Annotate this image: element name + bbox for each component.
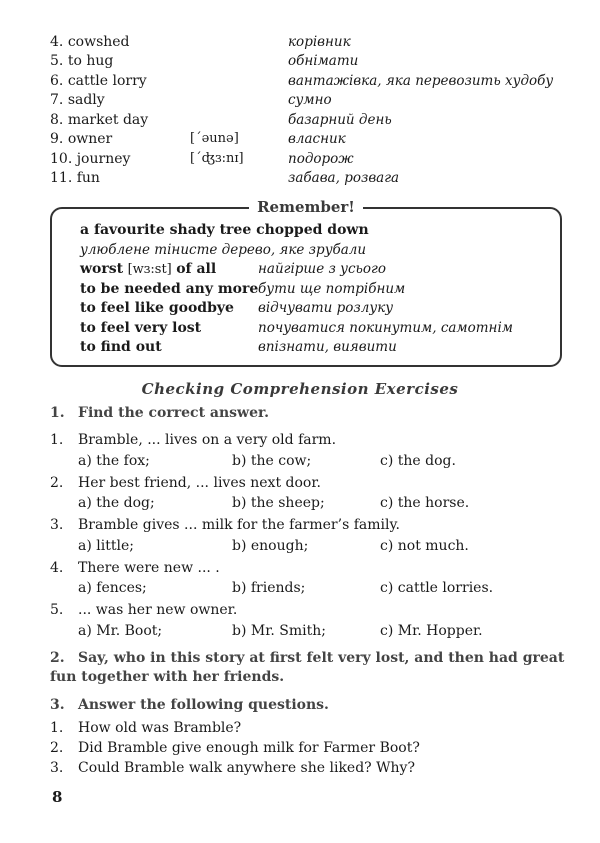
answer-options: [78, 623, 578, 641]
answer-options: [78, 495, 578, 513]
option-c: c) cattle lorries.: [380, 580, 494, 596]
option-a: a) the dog;: [78, 495, 155, 511]
vocab-transcription: [ˊʤɜ:nɪ]: [190, 151, 244, 166]
option-b: b) friends;: [232, 580, 306, 596]
answer-options: [78, 538, 578, 556]
option-b: b) the sheep;: [232, 495, 325, 511]
option-a: a) the fox;: [78, 453, 150, 469]
vocab-english: owner: [67, 131, 113, 147]
vocab-ukrainian: подорож: [288, 151, 354, 167]
vocab-item: [0, 151, 600, 171]
vocab-item: [0, 92, 600, 112]
vocab-item: [0, 112, 600, 132]
remember-phrase-english: worst [wɜ:st] of all: [80, 261, 217, 277]
remember-phrase-ukrainian: впізнати, виявити: [258, 339, 397, 355]
vocab-ukrainian: базарний день: [288, 112, 392, 128]
option-a: a) fences;: [78, 580, 147, 596]
question: 1. Bramble, ... lives on a very old farm.: [50, 432, 337, 448]
option-a: a) Mr. Boot;: [78, 623, 163, 639]
vocab-english: to hug: [67, 53, 114, 69]
question: 2. Her best friend, ... lives next door.: [50, 475, 321, 491]
vocab-item: [0, 34, 600, 54]
remember-phrase-english: to be needed any more: [80, 281, 259, 297]
vocab-num: 9.: [50, 131, 64, 147]
option-c: c) Mr. Hopper.: [380, 623, 483, 639]
option-c: c) the horse.: [380, 495, 470, 511]
option-b: b) Mr. Smith;: [232, 623, 326, 639]
vocab-english: market day: [67, 112, 149, 128]
remember-phrase-ukrainian: відчувати розлуку: [258, 300, 394, 316]
question: 3. Could Bramble walk anywhere she liked? Why?: [50, 760, 415, 776]
option-b: b) enough;: [232, 538, 309, 554]
vocab-num: 6.: [50, 73, 64, 89]
option-c: c) not much.: [380, 538, 469, 554]
remember-box: [50, 198, 562, 367]
task-heading: 2. Say, who in this story at first felt very lost, and then had great fun together with her friends.: [50, 650, 565, 685]
remember-phrase-english: to find out: [80, 339, 162, 355]
question: 5. ... was her new owner.: [50, 602, 238, 618]
vocab-num: 11.: [50, 170, 73, 186]
task-heading: 3. Answer the following questions.: [50, 697, 329, 713]
remember-title: Remember!: [249, 198, 363, 216]
vocab-num: 8.: [50, 112, 64, 128]
vocab-ukrainian: обнімати: [288, 53, 359, 69]
vocab-english: journey: [76, 151, 131, 167]
section-title: Checking Comprehension Exercises: [141, 380, 459, 398]
remember-phrase-ukrainian: улюблене тінисте дерево, яке зрубали: [80, 242, 367, 258]
vocab-english: sadly: [67, 92, 105, 108]
vocab-transcription: [ˊəunə]: [190, 131, 239, 146]
vocab-item: [0, 170, 600, 190]
vocab-item: [0, 131, 600, 151]
vocab-ukrainian: власник: [288, 131, 346, 147]
vocab-ukrainian: вантажівка, яка перевозить худобу: [288, 73, 554, 89]
vocab-item: [0, 73, 600, 93]
vocab-english: cattle lorry: [67, 73, 147, 89]
remember-phrase-english: to feel very lost: [80, 320, 202, 336]
vocab-ukrainian: забава, розвага: [288, 170, 400, 186]
vocab-english: cowshed: [67, 34, 130, 50]
vocab-ukrainian: корівник: [288, 34, 351, 50]
remember-phrase-ukrainian: бути ще потрібним: [258, 281, 406, 297]
question: 4. There were new ... .: [50, 560, 220, 576]
vocab-num: 4.: [50, 34, 64, 50]
question: 2. Did Bramble give enough milk for Farmer Boot?: [50, 740, 420, 756]
remember-phrase-english: to feel like goodbye: [80, 300, 234, 316]
vocab-item: [0, 53, 600, 73]
option-b: b) the cow;: [232, 453, 312, 469]
vocab-ukrainian: сумно: [288, 92, 332, 108]
remember-phrase-english: a favourite shady tree chopped down: [80, 222, 369, 238]
answer-options: [78, 453, 578, 471]
option-c: c) the dog.: [380, 453, 456, 469]
vocab-english: fun: [76, 170, 100, 186]
remember-phrase-ukrainian: найгірше з усього: [258, 261, 386, 277]
vocab-num: 10.: [50, 151, 73, 167]
question: 3. Bramble gives ... milk for the farmer’s family.: [50, 517, 400, 533]
task-heading: 1. Find the correct answer.: [50, 405, 269, 421]
option-a: a) little;: [78, 538, 134, 554]
vocab-num: 7.: [50, 92, 64, 108]
question: 1. How old was Bramble?: [50, 720, 242, 736]
vocab-num: 5.: [50, 53, 64, 69]
remember-phrase-ukrainian: почуватися покинутим, самотнім: [258, 320, 513, 336]
page-number: 8: [52, 788, 63, 806]
answer-options: [78, 580, 578, 598]
